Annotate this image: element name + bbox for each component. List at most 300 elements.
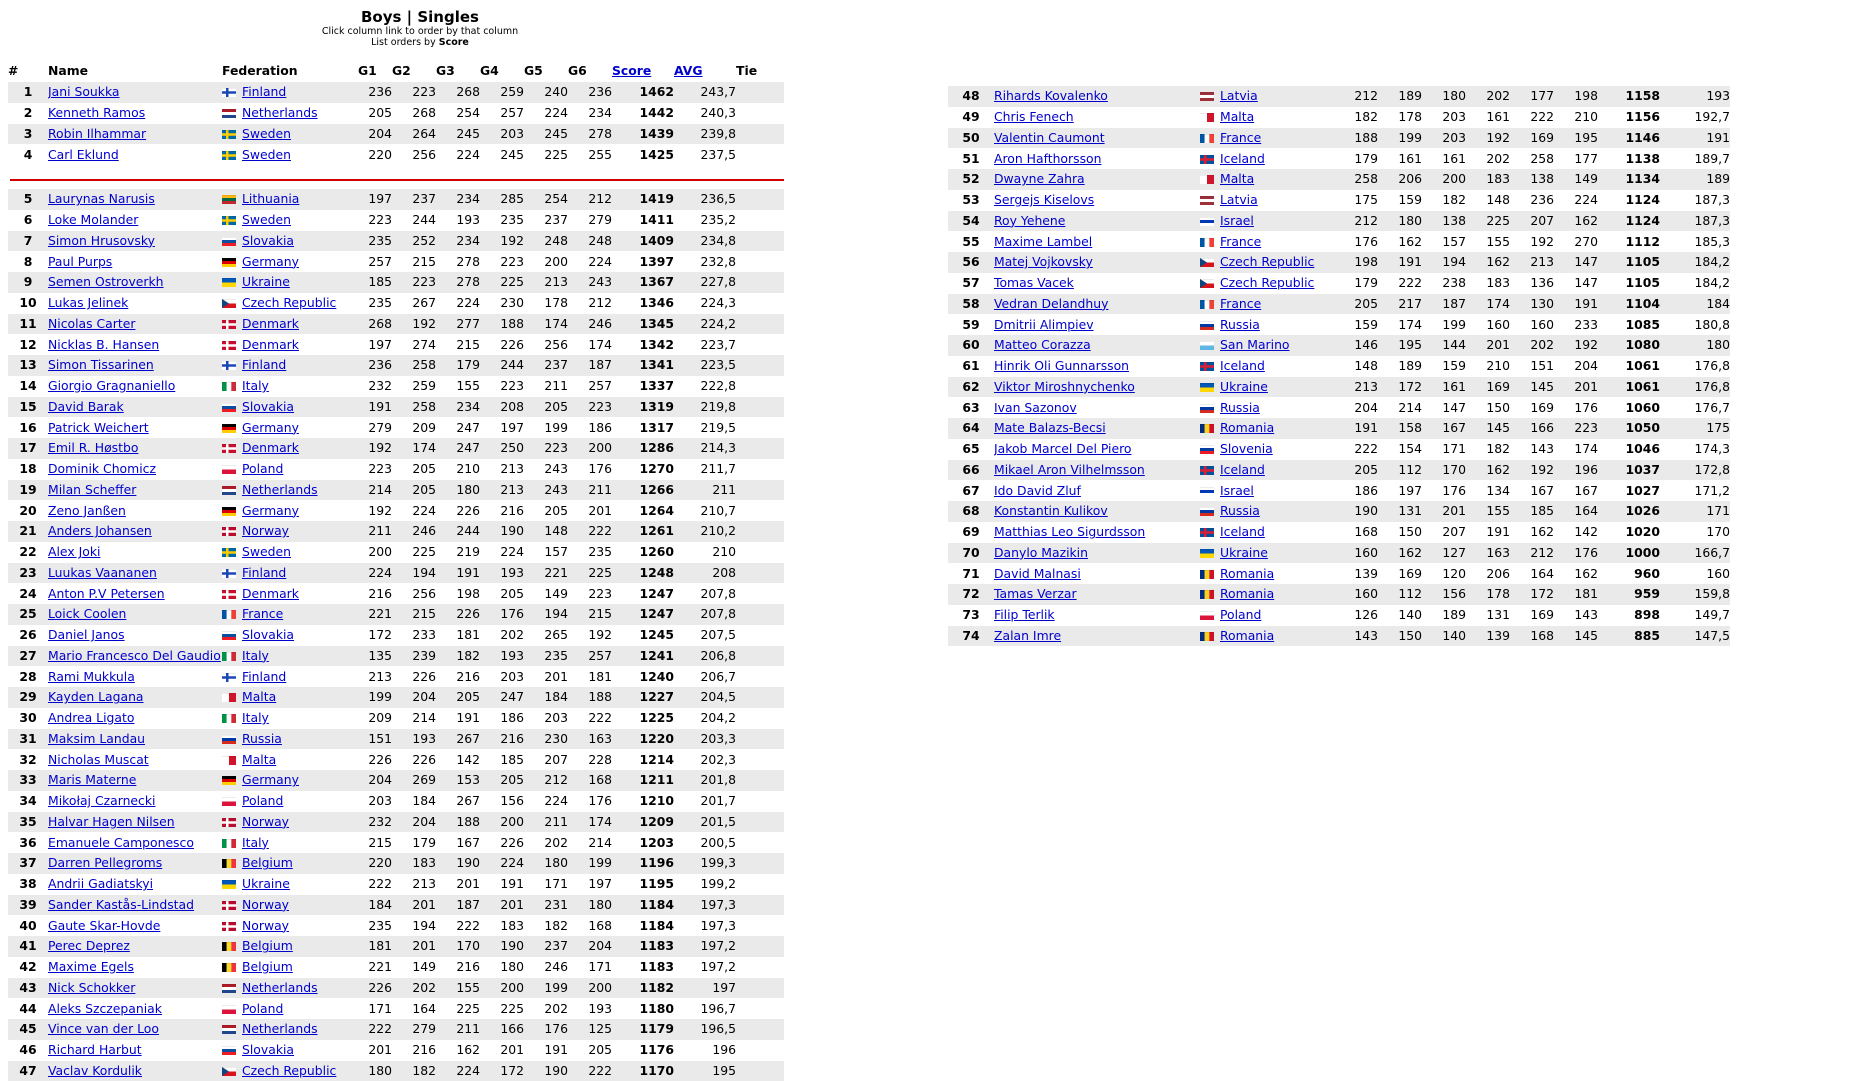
- tie-cell: [736, 563, 784, 584]
- player-link[interactable]: Matthias Leo Sigurdsson: [994, 524, 1145, 539]
- player-link[interactable]: Mario Francesco Del Gaudio: [48, 648, 221, 663]
- federation-link[interactable]: Israel: [1220, 483, 1254, 498]
- player-link[interactable]: Danylo Mazikin: [994, 545, 1088, 560]
- federation-link[interactable]: France: [1220, 234, 1261, 249]
- player-link[interactable]: Halvar Hagen Nilsen: [48, 814, 175, 829]
- rank-cell: 32: [8, 749, 48, 770]
- score-cell: 1209: [612, 812, 674, 833]
- federation-link[interactable]: Czech Republic: [1220, 275, 1314, 290]
- col-g3: G3: [436, 60, 480, 82]
- federation-link[interactable]: Norway: [242, 918, 289, 933]
- federation-link[interactable]: Malta: [242, 752, 276, 767]
- federation-link[interactable]: Ukraine: [1220, 379, 1268, 394]
- federation-link[interactable]: Netherlands: [242, 1021, 318, 1036]
- game-2-cell: 252: [392, 231, 436, 252]
- player-link[interactable]: Emanuele Camponesco: [48, 835, 194, 850]
- rank-cell: 5: [8, 189, 48, 210]
- game-1-cell: 220: [358, 853, 392, 874]
- federation-link[interactable]: Germany: [242, 503, 299, 518]
- federation-link[interactable]: Sweden: [242, 544, 291, 559]
- game-5-cell: 174: [524, 314, 568, 335]
- player-link[interactable]: Carl Eklund: [48, 147, 119, 162]
- federation-link[interactable]: Denmark: [242, 337, 299, 352]
- game-3-cell: 147: [1422, 397, 1466, 418]
- federation-link[interactable]: Malta: [1220, 171, 1254, 186]
- game-6-cell: 176: [568, 791, 612, 812]
- player-link[interactable]: Simon Tissarinen: [48, 357, 154, 372]
- game-4-cell: 202: [1466, 86, 1510, 107]
- federation-link[interactable]: Israel: [1220, 213, 1254, 228]
- game-5-cell: 184: [524, 687, 568, 708]
- game-3-cell: 161: [1422, 148, 1466, 169]
- federation-link[interactable]: Russia: [242, 731, 282, 746]
- player-link[interactable]: Maxime Egels: [48, 959, 134, 974]
- game-4-cell: 155: [1466, 231, 1510, 252]
- federation-link[interactable]: Sweden: [242, 126, 291, 141]
- game-4-cell: 244: [480, 355, 524, 376]
- player-link[interactable]: Aron Hafthorsson: [994, 151, 1101, 166]
- player-link[interactable]: Dominik Chomicz: [48, 461, 156, 476]
- score-cell: 1146: [1598, 128, 1660, 149]
- score-cell: 1214: [612, 749, 674, 770]
- game-6-cell: 257: [568, 646, 612, 667]
- player-link[interactable]: Laurynas Narusis: [48, 191, 155, 206]
- game-5-cell: 235: [524, 646, 568, 667]
- name-cell: [48, 293, 222, 314]
- game-3-cell: 224: [436, 1061, 480, 1081]
- rank-cell: 13: [8, 355, 48, 376]
- player-link[interactable]: Ido David Zluf: [994, 483, 1081, 498]
- score-cell: 1442: [612, 103, 674, 124]
- player-link[interactable]: Darren Pellegroms: [48, 855, 162, 870]
- player-link[interactable]: Nick Schokker: [48, 980, 135, 995]
- avg-cell: 199,3: [674, 853, 736, 874]
- player-link[interactable]: Mikołaj Czarnecki: [48, 793, 155, 808]
- federation-cell: [222, 770, 358, 791]
- score-cell: 1156: [1598, 107, 1660, 128]
- avg-cell: 210,7: [674, 500, 736, 521]
- federation-link[interactable]: Iceland: [1220, 524, 1265, 539]
- player-link[interactable]: Loick Coolen: [48, 606, 126, 621]
- federation-link[interactable]: Sweden: [242, 147, 291, 162]
- player-link[interactable]: Maxime Lambel: [994, 234, 1092, 249]
- player-link[interactable]: Giorgio Gragnaniello: [48, 378, 175, 393]
- player-link[interactable]: Roy Yehene: [994, 213, 1065, 228]
- federation-link[interactable]: Romania: [1220, 628, 1274, 643]
- name-cell: [994, 86, 1200, 107]
- federation-link[interactable]: Slovakia: [242, 399, 294, 414]
- avg-cell: 197,2: [674, 957, 736, 978]
- player-link[interactable]: Andrea Ligato: [48, 710, 134, 725]
- table-row: [948, 460, 1730, 481]
- player-link[interactable]: Patrick Weichert: [48, 420, 149, 435]
- player-link[interactable]: Mate Balazs-Becsi: [994, 420, 1106, 435]
- name-cell: [48, 791, 222, 812]
- federation-link[interactable]: San Marino: [1220, 337, 1290, 352]
- rank-cell: 46: [8, 1040, 48, 1061]
- federation-link[interactable]: Slovakia: [242, 1042, 294, 1057]
- score-cell: 1124: [1598, 211, 1660, 232]
- name-cell: [994, 231, 1200, 252]
- player-link[interactable]: Rihards Kovalenko: [994, 88, 1108, 103]
- federation-cell: [222, 272, 358, 293]
- rank-cell: 48: [948, 86, 994, 107]
- page-header: [300, 8, 540, 48]
- game-2-cell: 224: [392, 500, 436, 521]
- score-cell: 1409: [612, 231, 674, 252]
- player-link[interactable]: Luukas Vaananen: [48, 565, 157, 580]
- player-link[interactable]: Kenneth Ramos: [48, 105, 145, 120]
- federation-link[interactable]: Iceland: [1220, 151, 1265, 166]
- federation-link[interactable]: Latvia: [1220, 192, 1258, 207]
- federation-link[interactable]: Finland: [242, 357, 286, 372]
- score-cell: 1037: [1598, 460, 1660, 481]
- game-4-cell: 201: [1466, 335, 1510, 356]
- player-link[interactable]: Robin Ilhammar: [48, 126, 146, 141]
- game-2-cell: 268: [392, 103, 436, 124]
- federation-link[interactable]: France: [1220, 296, 1261, 311]
- game-2-cell: 204: [392, 687, 436, 708]
- game-4-cell: 183: [1466, 273, 1510, 294]
- player-link[interactable]: Semen Ostroverkh: [48, 274, 164, 289]
- federation-link[interactable]: Lithuania: [242, 191, 299, 206]
- player-link[interactable]: Alex Joki: [48, 544, 100, 559]
- player-link[interactable]: Andrii Gadiatskyi: [48, 876, 153, 891]
- table-row: [948, 273, 1730, 294]
- avg-cell: 166,7: [1660, 543, 1730, 564]
- federation-link[interactable]: Ukraine: [242, 274, 290, 289]
- player-link[interactable]: Kayden Lagana: [48, 689, 144, 704]
- score-cell: 1046: [1598, 439, 1660, 460]
- player-link[interactable]: David Barak: [48, 399, 124, 414]
- avg-cell: 184: [1660, 294, 1730, 315]
- game-3-cell: 219: [436, 542, 480, 563]
- col-score: [612, 60, 674, 82]
- player-link[interactable]: Anton P.V Petersen: [48, 586, 165, 601]
- federation-link[interactable]: Russia: [1220, 400, 1260, 415]
- federation-link[interactable]: Poland: [1220, 607, 1261, 622]
- federation-link[interactable]: Germany: [242, 420, 299, 435]
- name-cell: [994, 169, 1200, 190]
- federation-link[interactable]: Iceland: [1220, 358, 1265, 373]
- player-link[interactable]: Daniel Janos: [48, 627, 125, 642]
- player-link[interactable]: Emil R. Høstbo: [48, 440, 138, 455]
- federation-link[interactable]: Germany: [242, 254, 299, 269]
- federation-link[interactable]: Poland: [242, 1001, 283, 1016]
- federation-link[interactable]: Italy: [242, 835, 269, 850]
- federation-link[interactable]: Italy: [242, 710, 269, 725]
- federation-link[interactable]: Romania: [1220, 586, 1274, 601]
- game-5-cell: 225: [524, 144, 568, 165]
- federation-cell: [1200, 460, 1330, 481]
- player-link[interactable]: Matej Vojkovsky: [994, 254, 1093, 269]
- federation-link[interactable]: Czech Republic: [1220, 254, 1314, 269]
- game-6-cell: 210: [1554, 107, 1598, 128]
- player-link[interactable]: Vince van der Loo: [48, 1021, 159, 1036]
- player-link[interactable]: Zeno Janßen: [48, 503, 126, 518]
- game-3-cell: 127: [1422, 543, 1466, 564]
- game-6-cell: 167: [1554, 480, 1598, 501]
- game-1-cell: 236: [358, 82, 392, 103]
- federation-cell: [222, 355, 358, 376]
- federation-link[interactable]: Finland: [242, 565, 286, 580]
- rank-cell: 66: [948, 460, 994, 481]
- game-5-cell: 199: [524, 417, 568, 438]
- federation-link[interactable]: Finland: [242, 84, 286, 99]
- flag-icon: [222, 109, 236, 118]
- game-1-cell: 179: [1330, 148, 1378, 169]
- avg-cell: 171,2: [1660, 480, 1730, 501]
- federation-link[interactable]: Slovakia: [242, 627, 294, 642]
- game-5-cell: 243: [524, 459, 568, 480]
- avg-cell: 219,5: [674, 417, 736, 438]
- rank-cell: 44: [8, 998, 48, 1019]
- game-3-cell: 226: [436, 604, 480, 625]
- federation-link[interactable]: Latvia: [1220, 88, 1258, 103]
- game-5-cell: 265: [524, 625, 568, 646]
- avg-cell: 197: [674, 978, 736, 999]
- federation-link[interactable]: Denmark: [242, 586, 299, 601]
- federation-link[interactable]: Malta: [1220, 109, 1254, 124]
- federation-link[interactable]: Norway: [242, 897, 289, 912]
- rank-cell: 25: [8, 604, 48, 625]
- game-3-cell: 191: [436, 563, 480, 584]
- player-link[interactable]: Richard Harbut: [48, 1042, 142, 1057]
- federation-link[interactable]: Belgium: [242, 855, 293, 870]
- col-federation: Federation: [222, 60, 358, 82]
- player-link[interactable]: Dmitrii Alimpiev: [994, 317, 1094, 332]
- game-2-cell: 264: [392, 124, 436, 145]
- federation-link[interactable]: Norway: [242, 523, 289, 538]
- federation-link[interactable]: Germany: [242, 772, 299, 787]
- player-link[interactable]: Nicolas Carter: [48, 316, 135, 331]
- player-link[interactable]: Dwayne Zahra: [994, 171, 1085, 186]
- player-link[interactable]: Gaute Skar-Hovde: [48, 918, 160, 933]
- federation-link[interactable]: Czech Republic: [242, 1063, 336, 1078]
- flag-icon: [1200, 155, 1214, 164]
- flag-icon: [222, 714, 236, 723]
- player-link[interactable]: Ivan Sazonov: [994, 400, 1077, 415]
- federation-link[interactable]: Iceland: [1220, 462, 1265, 477]
- avg-cell: 189,7: [1660, 148, 1730, 169]
- game-1-cell: 191: [1330, 418, 1378, 439]
- game-2-cell: 184: [392, 791, 436, 812]
- player-link[interactable]: Tamas Verzar: [994, 586, 1077, 601]
- sort-avg-link[interactable]: AVG: [674, 63, 703, 78]
- federation-link[interactable]: Italy: [242, 378, 269, 393]
- player-link[interactable]: Hinrik Oli Gunnarsson: [994, 358, 1129, 373]
- federation-link[interactable]: Italy: [242, 648, 269, 663]
- flag-icon: [222, 278, 236, 287]
- player-link[interactable]: Milan Scheffer: [48, 482, 136, 497]
- game-4-cell: 223: [480, 376, 524, 397]
- federation-link[interactable]: Russia: [1220, 503, 1260, 518]
- federation-cell: [222, 749, 358, 770]
- game-4-cell: 161: [1466, 107, 1510, 128]
- federation-link[interactable]: Romania: [1220, 566, 1274, 581]
- game-4-cell: 205: [480, 583, 524, 604]
- game-6-cell: 233: [1554, 314, 1598, 335]
- player-link[interactable]: Tomas Vacek: [994, 275, 1074, 290]
- game-6-cell: 147: [1554, 273, 1598, 294]
- score-cell: 1124: [1598, 190, 1660, 211]
- game-6-cell: 236: [568, 82, 612, 103]
- avg-cell: 219,8: [674, 397, 736, 418]
- player-link[interactable]: Konstantin Kulikov: [994, 503, 1108, 518]
- federation-link[interactable]: Poland: [242, 461, 283, 476]
- name-cell: [48, 1061, 222, 1081]
- flag-icon: [1200, 404, 1214, 413]
- game-3-cell: 224: [436, 144, 480, 165]
- tie-cell: [736, 957, 784, 978]
- federation-link[interactable]: Czech Republic: [242, 295, 336, 310]
- game-2-cell: 213: [392, 874, 436, 895]
- game-5-cell: 207: [524, 749, 568, 770]
- federation-link[interactable]: Romania: [1220, 420, 1274, 435]
- player-link[interactable]: Sergejs Kiselovs: [994, 192, 1094, 207]
- game-1-cell: 215: [358, 832, 392, 853]
- federation-link[interactable]: Ukraine: [1220, 545, 1268, 560]
- federation-link[interactable]: Malta: [242, 689, 276, 704]
- player-link[interactable]: Mikael Aron Vilhelmsson: [994, 462, 1145, 477]
- name-cell: [994, 522, 1200, 543]
- federation-link[interactable]: Sweden: [242, 212, 291, 227]
- table-row: [8, 583, 784, 604]
- score-cell: 1170: [612, 1061, 674, 1081]
- player-link[interactable]: Sander Kastås-Lindstad: [48, 897, 194, 912]
- player-link[interactable]: Matteo Corazza: [994, 337, 1091, 352]
- avg-cell: 234,8: [674, 231, 736, 252]
- rank-cell: 17: [8, 438, 48, 459]
- federation-link[interactable]: Poland: [242, 793, 283, 808]
- federation-cell: [1200, 356, 1330, 377]
- game-5-cell: 211: [524, 376, 568, 397]
- game-3-cell: 254: [436, 103, 480, 124]
- game-6-cell: 181: [568, 666, 612, 687]
- player-link[interactable]: Viktor Miroshnychenko: [994, 379, 1135, 394]
- rank-cell: 1: [8, 82, 48, 103]
- federation-link[interactable]: Finland: [242, 669, 286, 684]
- federation-link[interactable]: Norway: [242, 814, 289, 829]
- player-link[interactable]: Aleks Szczepaniak: [48, 1001, 162, 1016]
- table-row: [948, 190, 1730, 211]
- sort-score-link[interactable]: Score: [612, 63, 651, 78]
- federation-link[interactable]: Netherlands: [242, 105, 318, 120]
- game-1-cell: 200: [358, 542, 392, 563]
- game-6-cell: 243: [568, 272, 612, 293]
- game-2-cell: 158: [1378, 418, 1422, 439]
- player-link[interactable]: David Malnasi: [994, 566, 1081, 581]
- game-2-cell: 164: [392, 998, 436, 1019]
- score-cell: 1182: [612, 978, 674, 999]
- player-link[interactable]: Perec Deprez: [48, 938, 130, 953]
- rank-cell: 61: [948, 356, 994, 377]
- game-4-cell: 245: [480, 144, 524, 165]
- federation-cell: [222, 459, 358, 480]
- player-link[interactable]: Valentin Caumont: [994, 130, 1105, 145]
- game-5-cell: 221: [524, 563, 568, 584]
- name-cell: [48, 334, 222, 355]
- game-6-cell: 198: [1554, 86, 1598, 107]
- name-cell: [48, 646, 222, 667]
- federation-link[interactable]: Denmark: [242, 316, 299, 331]
- score-cell: 1195: [612, 874, 674, 895]
- game-5-cell: 207: [1510, 211, 1554, 232]
- game-1-cell: 179: [1330, 273, 1378, 294]
- player-link[interactable]: Jakob Marcel Del Piero: [994, 441, 1132, 456]
- game-3-cell: 120: [1422, 563, 1466, 584]
- game-1-cell: 222: [1330, 439, 1378, 460]
- rank-cell: 49: [948, 107, 994, 128]
- game-2-cell: 259: [392, 376, 436, 397]
- game-4-cell: 210: [1466, 356, 1510, 377]
- federation-link[interactable]: Slovenia: [1220, 441, 1273, 456]
- player-link[interactable]: Rami Mukkula: [48, 669, 135, 684]
- player-link[interactable]: Loke Molander: [48, 212, 138, 227]
- player-link[interactable]: Nicholas Muscat: [48, 752, 149, 767]
- federation-link[interactable]: Belgium: [242, 938, 293, 953]
- player-link[interactable]: Nicklas B. Hansen: [48, 337, 159, 352]
- player-link[interactable]: Paul Purps: [48, 254, 112, 269]
- player-link[interactable]: Jani Soukka: [48, 84, 120, 99]
- federation-link[interactable]: Slovakia: [242, 233, 294, 248]
- federation-link[interactable]: Netherlands: [242, 482, 318, 497]
- player-link[interactable]: Maris Materne: [48, 772, 136, 787]
- avg-cell: 236,5: [674, 189, 736, 210]
- federation-cell: [1200, 439, 1330, 460]
- player-link[interactable]: Filip Terlik: [994, 607, 1055, 622]
- avg-cell: 222,8: [674, 376, 736, 397]
- federation-link[interactable]: Netherlands: [242, 980, 318, 995]
- player-link[interactable]: Chris Fenech: [994, 109, 1074, 124]
- player-link[interactable]: Zalan Imre: [994, 628, 1061, 643]
- game-3-cell: 189: [1422, 605, 1466, 626]
- player-link[interactable]: Anders Johansen: [48, 523, 152, 538]
- game-4-cell: 226: [480, 832, 524, 853]
- player-link[interactable]: Lukas Jelinek: [48, 295, 128, 310]
- federation-link[interactable]: Denmark: [242, 440, 299, 455]
- tie-cell: [736, 82, 784, 103]
- score-cell: 1180: [612, 998, 674, 1019]
- game-3-cell: 191: [436, 708, 480, 729]
- player-link[interactable]: Vedran Delandhuy: [994, 296, 1108, 311]
- game-4-cell: 203: [480, 124, 524, 145]
- game-2-cell: 150: [1378, 626, 1422, 647]
- player-link[interactable]: Vaclav Kordulik: [48, 1063, 142, 1078]
- game-6-cell: 174: [568, 812, 612, 833]
- game-1-cell: 203: [358, 791, 392, 812]
- federation-link[interactable]: Russia: [1220, 317, 1260, 332]
- table-row: [8, 998, 784, 1019]
- federation-link[interactable]: France: [1220, 130, 1261, 145]
- table-row: [8, 604, 784, 625]
- game-4-cell: 216: [480, 500, 524, 521]
- federation-cell: [1200, 522, 1330, 543]
- avg-cell: 201,5: [674, 812, 736, 833]
- rank-cell: 30: [8, 708, 48, 729]
- rank-cell: 39: [8, 895, 48, 916]
- game-3-cell: 215: [436, 334, 480, 355]
- player-link[interactable]: Simon Hrusovsky: [48, 233, 155, 248]
- game-3-cell: 244: [436, 521, 480, 542]
- game-4-cell: 162: [1466, 252, 1510, 273]
- federation-link[interactable]: Ukraine: [242, 876, 290, 891]
- player-link[interactable]: Maksim Landau: [48, 731, 145, 746]
- game-6-cell: 142: [1554, 522, 1598, 543]
- table-row: [948, 107, 1730, 128]
- federation-link[interactable]: Belgium: [242, 959, 293, 974]
- federation-link[interactable]: France: [242, 606, 283, 621]
